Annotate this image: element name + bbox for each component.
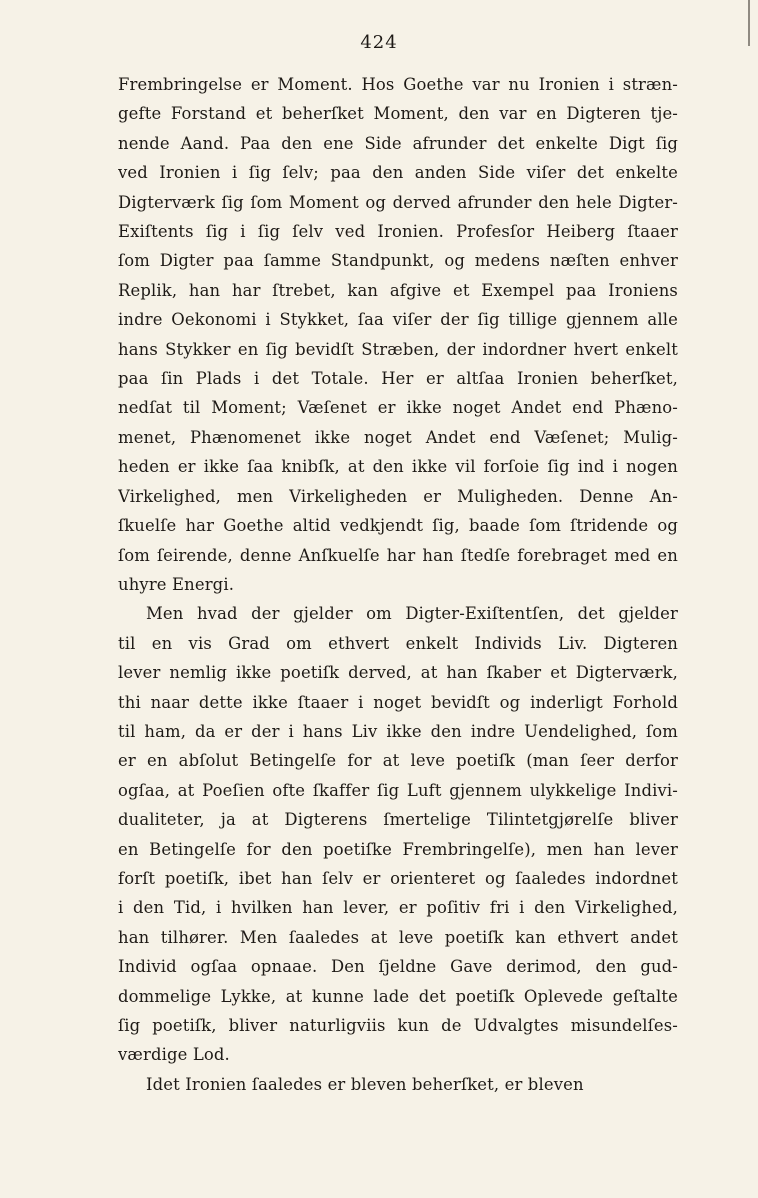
text-line: nende Aand. Paa den ene Side afrunder det enkelte Digt ſig: [118, 133, 678, 153]
text-line: til ham, da er der i hans Liv ikke den indre Uendelighed, ſom: [118, 721, 678, 741]
text-line: gefte Forstand et beherſket Moment, den var en Digteren tje-: [118, 104, 678, 124]
text-line: Individ ogſaa opnaae. Den ſjeldne Gave derimod, den gud-: [118, 957, 678, 977]
text-line: paa ſin Plads i det Totale. Her er altſaa Ironien beherſket,: [118, 369, 678, 389]
text-line: lever nemlig ikke poetiſk derved, at han ſkaber et Digterværk,: [118, 663, 678, 683]
text-line: ved Ironien i ſig ſelv; paa den anden Side viſer det enkelte: [118, 163, 678, 183]
text-line: er en abſolut Betingelſe for at leve poetiſk (man ſeer derfor: [118, 751, 678, 771]
text-line: Virkelighed, men Virkeligheden er Muligheden. Denne An-: [118, 486, 678, 506]
text-line: i den Tid, i hvilken han lever, er poſitiv fri i den Virkelighed,: [118, 898, 678, 918]
paragraph: [118, 1070, 678, 1099]
text-line: værdige Lod.: [118, 1045, 230, 1065]
text-line: en Betingelſe for den poetiſke Frembringelſe), men han lever: [118, 839, 678, 859]
text-line: Digterværk ſig ſom Moment og derved afrunder den hele Digter-: [118, 192, 678, 212]
text-line: heden er ikke ſaa knibſk, at den ikke vil forſoie ſig ind i nogen: [118, 457, 678, 477]
text-line: Men hvad der gjelder om Digter-Exiſtentſen, det gjelder: [146, 604, 678, 624]
text-line: Idet Ironien ſaaledes er bleven beherſket, er bleven: [146, 1074, 584, 1094]
page-number: 424: [360, 32, 398, 53]
text-line: thi naar dette ikke ſtaaer i noget bevidſt og inderligt Forhold: [118, 692, 678, 712]
text-line: ſom Digter paa ſamme Standpunkt, og medens næſten enhver: [118, 251, 678, 271]
text-line: hans Stykker en ſig bevidſt Stræben, der indordner hvert enkelt: [118, 339, 678, 359]
text-line: til en vis Grad om ethvert enkelt Individs Liv. Digteren: [118, 633, 678, 653]
text-line: Frembringelse er Moment. Hos Goethe var nu Ironien i stræn-: [118, 75, 678, 94]
text-line: ogſaa, at Poeſien ofte ſkaffer ſig Luft gjennem ulykkelige Indivi-: [118, 780, 678, 800]
text-line: Replik, han har ſtrebet, kan afgive et Exempel paa Ironiens: [118, 280, 678, 300]
text-line: uhyre Energi.: [118, 574, 235, 594]
body-text: [118, 70, 678, 1099]
text-line: menet, Phænomenet ikke noget Andet end Væſenet; Mulig-: [118, 427, 678, 447]
text-line: forſt poetiſk, ibet han ſelv er orienteret og ſaaledes indordnet: [118, 868, 678, 888]
text-line: indre Oekonomi i Stykket, ſaa viſer der ſig tillige gjennem alle: [118, 310, 678, 330]
text-line: Exiſtents ſig i ſig ſelv ved Ironien. Profesſor Heiberg ſtaaer: [118, 222, 678, 242]
text-line: ſom ſeirende, denne Anſkuelſe har han ſtedſe forebraget med en: [118, 545, 678, 565]
text-line: dommelige Lykke, at kunne lade det poetiſk Oplevede geſtalte: [118, 986, 678, 1006]
text-line: nedſat til Moment; Væſenet er ikke noget Andet end Phæno-: [118, 398, 678, 418]
text-line: dualiteter, ja at Digterens ſmertelige Tilintetgjørelſe bliver: [118, 810, 678, 830]
paragraph: [118, 599, 678, 1070]
text-line: ſkuelſe har Goethe altid vedkjendt ſig, baade ſom ſtridende og: [118, 516, 678, 536]
paragraph: [118, 70, 678, 599]
text-line: ſig poetiſk, bliver naturligviis kun de Udvalgtes misundelſes-: [118, 1016, 678, 1035]
text-line: han tilhører. Men ſaaledes at leve poetiſk kan ethvert andet: [118, 927, 678, 947]
